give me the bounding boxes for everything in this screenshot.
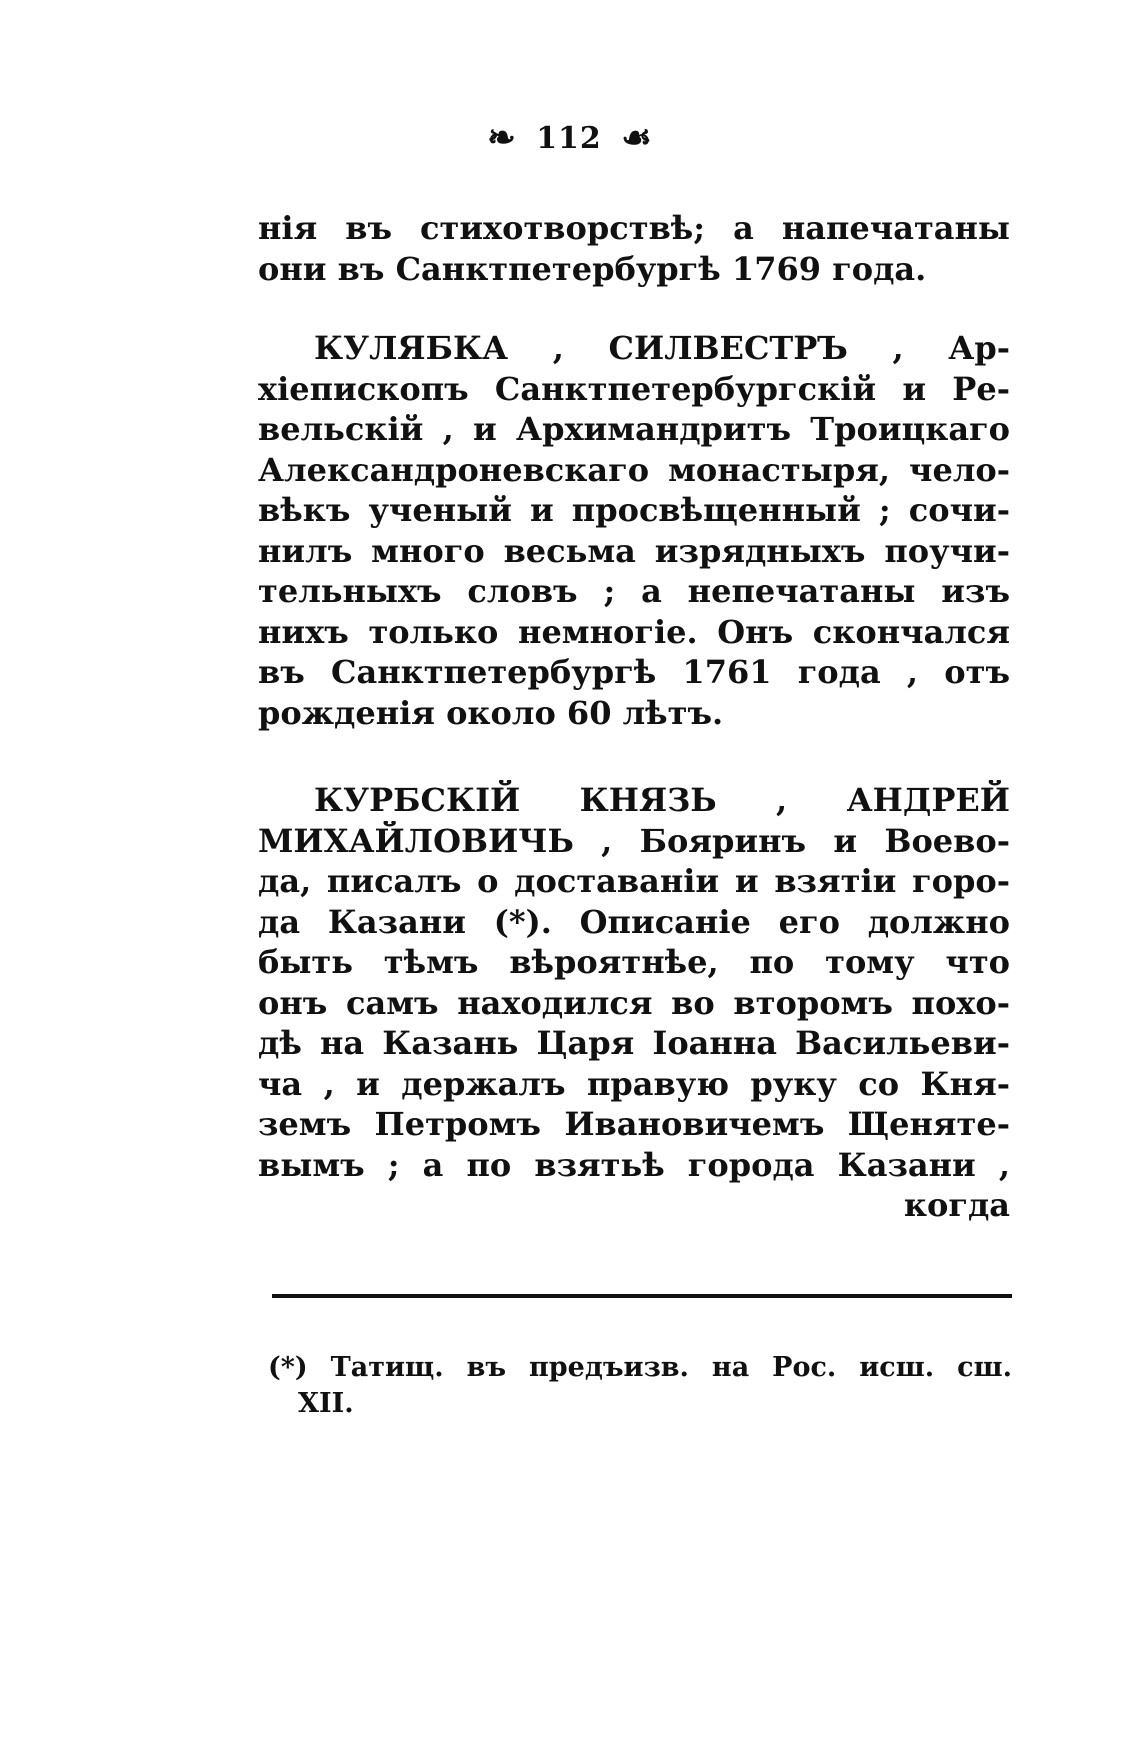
- entry-heading-line: КУЛЯБКА , СИЛВЕСТРЪ , Ар-: [314, 329, 1010, 367]
- text-line: рожденія около 60 лѣтъ.: [258, 693, 724, 732]
- catchword: когда: [903, 1186, 1010, 1224]
- page-header: [0, 118, 1140, 158]
- paragraph-continuation: [258, 208, 1010, 289]
- entry-kulyabka: [258, 328, 1010, 733]
- entry-kurbsky: [258, 780, 1010, 1226]
- text-line: вымъ ; а по взятьѣ города Казани ,: [258, 1145, 1010, 1184]
- text-line: да, писалъ о доставаніи и взятіи горо-: [258, 862, 1010, 900]
- right-ornament-icon: ☙: [621, 118, 653, 158]
- text-line: да Казани (*). Описаніе его должно: [258, 902, 1010, 941]
- text-line: нилъ много весьма изрядныхъ поучи-: [258, 531, 1010, 570]
- left-ornament-icon: ❧: [487, 118, 517, 158]
- text-line: они въ Санктпетербургѣ 1769 года.: [258, 249, 927, 288]
- text-line: быть тѣмъ вѣроятнѣе, по тому что: [258, 943, 1010, 981]
- text-line: земъ Петромъ Ивановичемъ Щеняте-: [258, 1105, 1010, 1143]
- text-line: вѣкъ ученый и просвѣщенный ; сочи-: [258, 491, 1010, 529]
- text-line: хіепископъ Санктпетербургскій и Ре-: [258, 369, 1010, 408]
- entry-heading-line: КУРБСКІЙ КНЯЗЬ , АНДРЕЙ: [314, 781, 1010, 819]
- footnote-line: (*) Татищ. въ предъизв. на Рос. исш. сш.: [268, 1352, 1012, 1383]
- page-number: 112: [536, 120, 602, 156]
- text-line: въ Санктпетербургѣ 1761 года , отъ: [258, 653, 1010, 691]
- text-line: онъ самъ находился во второмъ похо-: [258, 983, 1010, 1022]
- footnote-line: XII.: [298, 1388, 354, 1419]
- footnote-divider: [272, 1294, 1012, 1298]
- text-line: вельскій , и Архимандритъ Троицкаго: [258, 410, 1010, 448]
- text-line: тельныхъ словъ ; а непечатаны изъ: [258, 572, 1010, 610]
- text-line: нихъ только немногіе. Онъ скончался: [258, 612, 1010, 651]
- text-line: нія въ стихотворствѣ; а напечатаны: [258, 209, 1010, 247]
- text-line: дѣ на Казань Царя Іоанна Васильеви-: [258, 1024, 1010, 1062]
- text-line: ча , и держалъ правую руку со Кня-: [258, 1064, 1010, 1103]
- footnote: [268, 1350, 1012, 1422]
- text-line: МИХАЙЛОВИЧЬ , Бояринъ и Воево-: [258, 821, 1010, 860]
- text-line: Александроневскаго монастыря, чело-: [258, 450, 1010, 489]
